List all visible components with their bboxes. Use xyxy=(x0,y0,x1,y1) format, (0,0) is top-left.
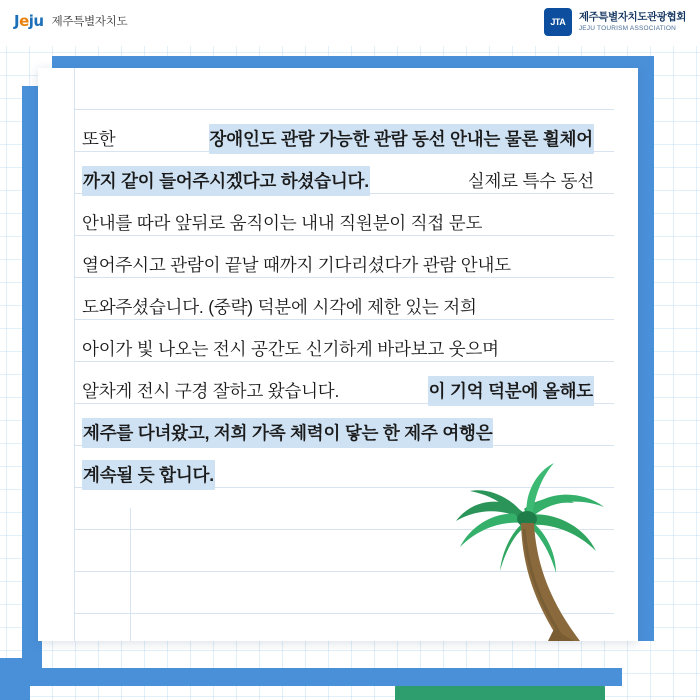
jeju-brand-label: 제주특별자치도 xyxy=(51,16,128,28)
text-line xyxy=(82,286,594,328)
jta-brand-label-en: JEJU TOURISM ASSOCIATION xyxy=(578,24,677,32)
text-segment: 실제로 특수 동선 xyxy=(467,171,594,191)
jeju-brand xyxy=(14,12,127,30)
testimonial-card xyxy=(38,68,638,641)
text-segment-highlighted: 장애인도 관람 가능한 관람 동선 안내는 물론 휠체어 xyxy=(209,124,594,154)
text-segment-highlighted: 제주를 다녀왔고, 저희 가족 체력이 닿는 한 제주 여행은 xyxy=(82,418,493,448)
text-segment: 또한 xyxy=(82,129,116,149)
decorative-blue-bar-right xyxy=(636,56,654,641)
text-segment: 아이가 빛 나오는 전시 공간도 신기하게 바라보고 웃으며 xyxy=(82,339,499,359)
jeju-logo-icon: Jeju xyxy=(14,12,44,30)
text-line xyxy=(82,160,594,202)
text-line xyxy=(82,244,594,286)
text-segment: 알차게 전시 구경 잘하고 왔습니다. xyxy=(82,381,340,401)
text-segment-highlighted: 이 기억 덕분에 올해도 xyxy=(428,376,594,406)
palm-tree-icon xyxy=(428,451,628,641)
jta-logo-icon: JTA xyxy=(544,8,572,36)
text-segment-highlighted: 까지 같이 들어주시겠다고 하셨습니다. xyxy=(82,166,370,196)
text-line xyxy=(82,370,594,412)
jta-brand-text xyxy=(579,11,686,32)
text-segment: 안내를 따라 앞뒤로 움직이는 내내 직원분이 직접 문도 xyxy=(82,213,483,233)
page-header xyxy=(0,0,700,46)
text-line xyxy=(82,412,594,454)
text-line xyxy=(82,118,594,160)
text-segment: 열어주시고 관람이 끝날 때까지 기다리셨다가 관람 안내도 xyxy=(82,255,511,275)
testimonial-text xyxy=(82,118,594,496)
text-segment-highlighted: 계속될 듯 합니다. xyxy=(82,460,215,490)
text-line xyxy=(82,202,594,244)
jta-brand xyxy=(544,8,686,36)
jta-brand-label-kr: 제주특별자치도관광협회 xyxy=(578,11,686,24)
text-line xyxy=(82,328,594,370)
decorative-blue-bar-bottom xyxy=(22,668,622,686)
text-segment: 도와주셨습니다. (중략) 덕분에 시각에 제한 있는 저희 xyxy=(82,297,477,317)
